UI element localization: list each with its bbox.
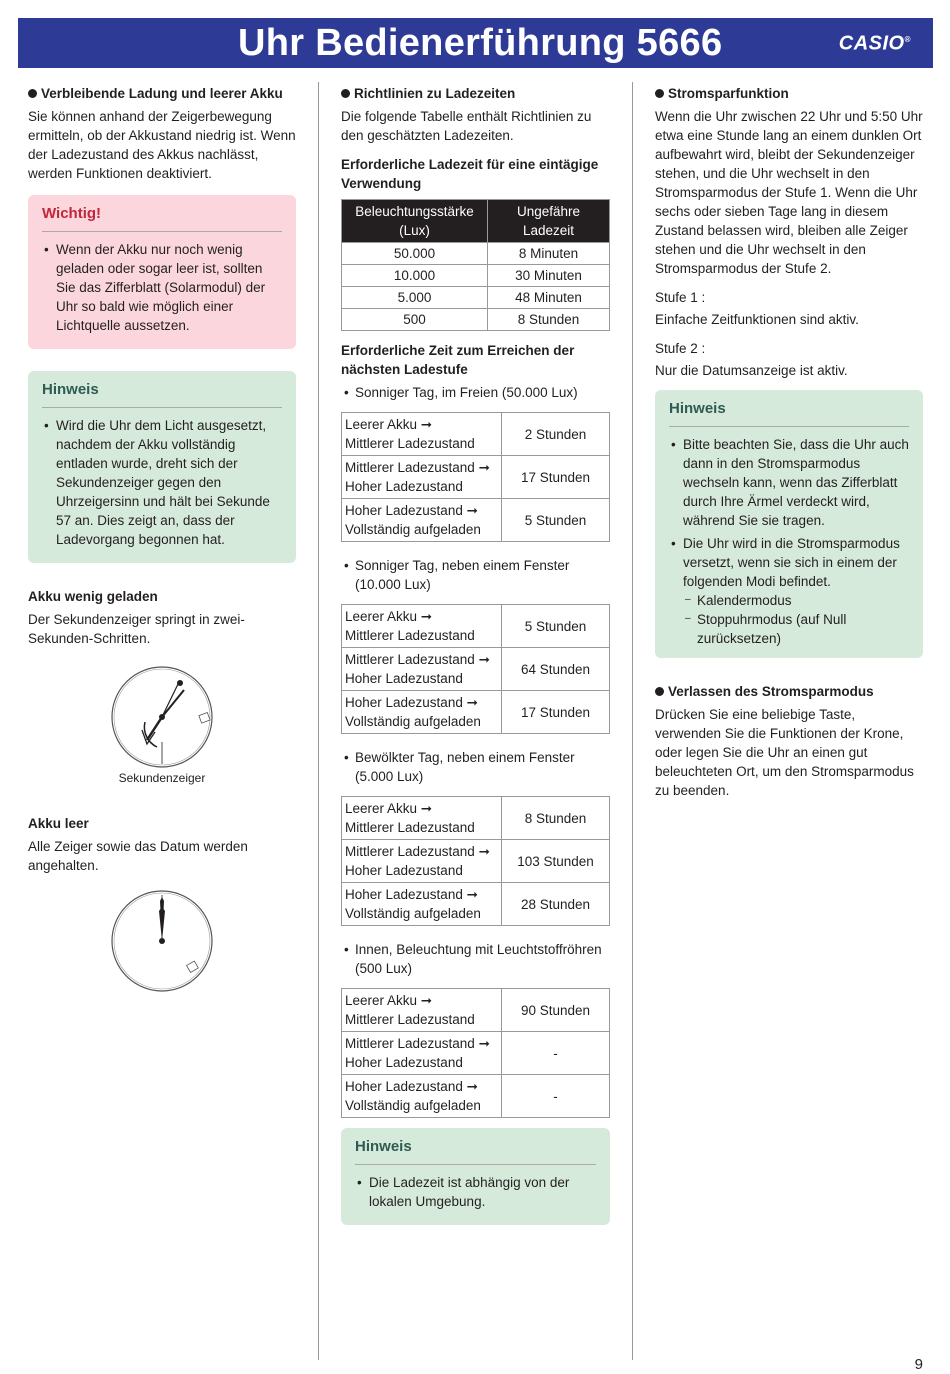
note-title: Hinweis (669, 398, 909, 427)
section-heading: Verbleibende Ladung und leerer Akku (28, 84, 296, 103)
table-row: 5.000 48 Minuten (342, 287, 610, 309)
subheading: Akku leer (28, 816, 89, 831)
table-row: Mittlerer Ladezustand ➞ Hoher Ladezustand 17 Stunden (342, 456, 610, 499)
section-heading: Stromsparfunktion (655, 84, 923, 103)
table-row: Mittlerer Ladezustand ➞ Hoher Ladezustand 103 Stunden (342, 840, 610, 883)
charge-time-table (341, 199, 610, 331)
note-title: Hinweis (42, 379, 282, 408)
stufe2-label: Stufe 2 : (655, 341, 706, 356)
note-item: • Bitte beachten Sie, dass die Uhr auch dann in den Stromsparmodus wechseln kann, wenn das Zifferblatt durch Ihre Ärmel verdeckt wird, während Sie sie tragen. (669, 435, 909, 530)
table-row: Mittlerer Ladezustand ➞ Hoher Ladezustand 64 Stunden (342, 648, 610, 691)
note-subitem: – Stoppuhrmodus (auf Null zurücksetzen) (683, 610, 909, 648)
table-row: Hoher Ladezustand ➞ Vollständig aufgeladen 28 Stunden (342, 883, 610, 926)
column-right (655, 84, 923, 810)
stufe1-text: Einfache Zeitfunktionen sind aktiv. (655, 312, 859, 327)
paragraph: Die folgende Tabelle enthält Richtlinien zu den geschätzten Ladezeiten. (341, 109, 592, 143)
table-row: 500 8 Stunden (342, 309, 610, 331)
conditions-list (341, 383, 610, 1118)
table-row: 50.000 8 Minuten (342, 243, 610, 265)
note-subitem: – Kalendermodus (683, 591, 909, 610)
table-row: 10.000 30 Minuten (342, 265, 610, 287)
table-row: Leerer Akku ➞ Mittlerer Ladezustand 90 Stunden (342, 989, 610, 1032)
stage-time-table (341, 796, 610, 926)
stage-time-table (341, 412, 610, 542)
column-middle (341, 84, 610, 1247)
table-row: Leerer Akku ➞ Mittlerer Ladezustand 8 Stunden (342, 797, 610, 840)
warning-title: Wichtig! (42, 203, 282, 232)
note-box (28, 371, 296, 563)
note-item: • Die Ladezeit ist abhängig von der lokalen Umgebung. (355, 1173, 596, 1211)
condition-label: • Bewölkter Tag, neben einem Fenster (5.000 Lux) (341, 748, 610, 786)
table-row: Leerer Akku ➞ Mittlerer Ladezustand 5 Stunden (342, 605, 610, 648)
stage-time-table (341, 988, 610, 1118)
condition-label: • Innen, Beleuchtung mit Leuchtstoffröhren (500 Lux) (341, 940, 610, 978)
paragraph: Der Sekundenzeiger springt in zwei-Sekunden-Schritten. (28, 612, 245, 646)
column-left (28, 84, 296, 999)
table-row: Hoher Ladezustand ➞ Vollständig aufgeladen - (342, 1075, 610, 1118)
condition-label: • Sonniger Tag, neben einem Fenster (10.000 Lux) (341, 556, 610, 594)
note-title: Hinweis (355, 1136, 596, 1165)
column-divider (318, 82, 319, 1360)
page-header (18, 18, 933, 68)
casio-logo: CASIO® (838, 32, 911, 55)
stufe1-label: Stufe 1 : (655, 290, 706, 305)
section-heading: Richtlinien zu Ladezeiten (341, 84, 610, 103)
condition-label: • Sonniger Tag, im Freien (50.000 Lux) (341, 383, 610, 402)
paragraph: Sie können anhand der Zeigerbewegung ermitteln, ob der Akkustand niedrig ist. Wenn der Ladezustand des Akkus nachlässt, werden Funktionen deaktiviert. (28, 109, 296, 181)
page-title: Uhr Bedienerführung 5666 (238, 22, 723, 64)
table-row: Mittlerer Ladezustand ➞ Hoher Ladezustand - (342, 1032, 610, 1075)
paragraph: Wenn die Uhr zwischen 22 Uhr und 5:50 Uhr etwa eine Stunde lang an einem dunklen Ort aufbewahrt wird, bleibt der Sekundenzeiger stehen, und die Uhr wechselt in den Stromsparmodus der Stufe 1. Wenn die Uhr sechs oder sieben Tage lang in diesem Zustand belassen wird, bleiben alle Zeiger stehen und die Uhr wechselt in den Stromsparmodus der Stufe 2. (655, 109, 923, 276)
note-item: • Die Uhr wird in die Stromsparmodus versetzt, wenn sie sich in einem der folgenden Modi befindet. – Kalendermodus – Stoppuhrmodus (auf Null zurücksetzen) (669, 534, 909, 648)
logo-text: CASIO (838, 32, 905, 55)
subheading: Akku wenig geladen (28, 589, 158, 604)
stage-time-table (341, 604, 610, 734)
watch-low-battery-figure (87, 662, 237, 792)
table-header: Beleuchtungsstärke (Lux) (342, 200, 488, 243)
table-row: Hoher Ladezustand ➞ Vollständig aufgeladen 5 Stunden (342, 499, 610, 542)
table-heading: Erforderliche Ladezeit für eine eintägige Verwendung (341, 157, 599, 191)
page-number: 9 (914, 1356, 923, 1373)
column-divider (632, 82, 633, 1360)
table-header: Ungefähre Ladezeit (488, 200, 610, 243)
paragraph: Alle Zeiger sowie das Datum werden angehalten. (28, 839, 248, 873)
paragraph: Drücken Sie eine beliebige Taste, verwenden Sie die Funktionen der Krone, oder legen Sie die Uhr an einen gut beleuchteten Ort, um den Stromsparmodus zu beenden. (655, 707, 914, 798)
stufe2-text: Nur die Datumsanzeige ist aktiv. (655, 363, 848, 378)
note-box (341, 1128, 610, 1225)
table-row: Hoher Ladezustand ➞ Vollständig aufgeladen 17 Stunden (342, 691, 610, 734)
section-heading: Verlassen des Stromsparmodus (655, 682, 923, 701)
warning-box (28, 195, 296, 349)
watch-empty-battery-figure (87, 889, 237, 999)
table-heading: Erforderliche Zeit zum Erreichen der nächsten Ladestufe (341, 343, 575, 377)
table-row: Leerer Akku ➞ Mittlerer Ladezustand 2 Stunden (342, 413, 610, 456)
note-item: • Wird die Uhr dem Licht ausgesetzt, nachdem der Akku vollständig entladen wurde, dreht sich der Sekundenzeiger gegen den Uhrzeigersinn und hält bei Sekunde 57 an. Dies zeigt an, dass der Ladevorgang begonnen hat. (42, 416, 282, 549)
note-box (655, 390, 923, 658)
warning-item: • Wenn der Akku nur noch wenig geladen oder sogar leer ist, sollten Sie das Zifferblatt (Solarmodul) der Uhr so bald wie möglich einer Lichtquelle aussetzen. (42, 240, 282, 335)
figure-label: Sekundenzeiger (118, 771, 206, 785)
